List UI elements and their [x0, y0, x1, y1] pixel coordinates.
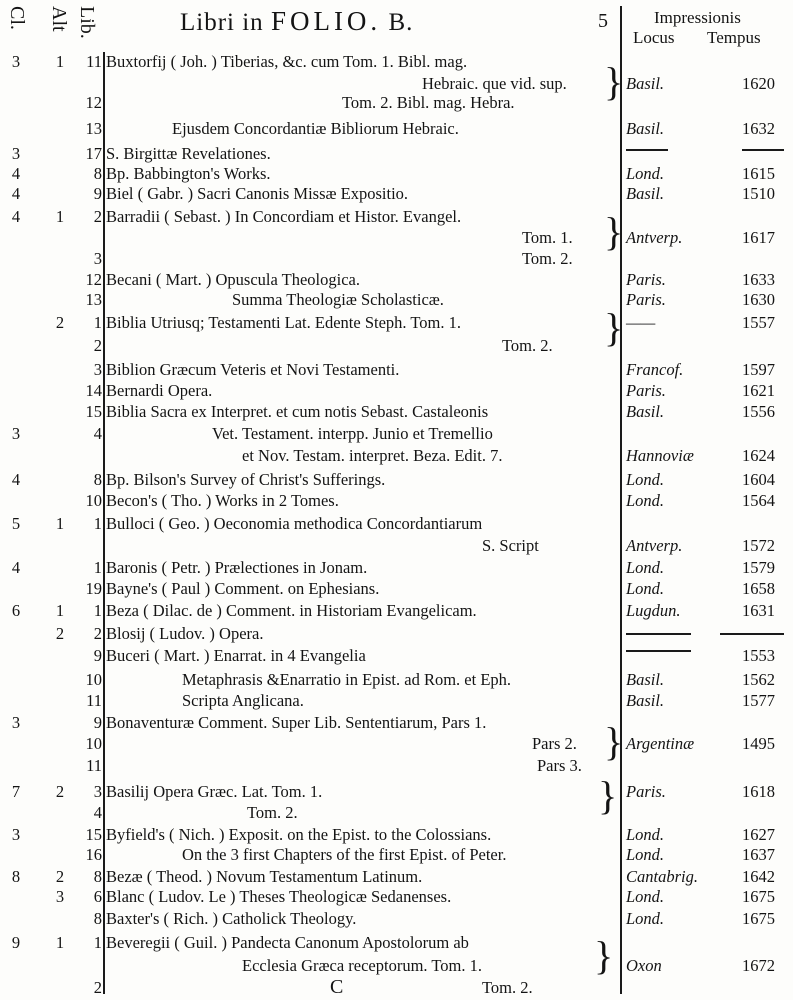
imprint-place: Basil. [626, 670, 665, 689]
book-number: 13 [85, 290, 102, 309]
entry-title: Tom. 2. [247, 803, 298, 822]
class-number: 4 [11, 164, 21, 183]
entry-title: Tom. 1. [522, 228, 573, 247]
imprint-year: 1579 [742, 558, 775, 577]
catalogue-entry [0, 825, 793, 845]
imprint-place: Paris. [626, 270, 666, 289]
class-number: 4 [11, 184, 21, 203]
catalogue-entry [0, 313, 793, 333]
shelf-number: 3 [55, 887, 65, 906]
imprint-year: 1675 [742, 887, 775, 906]
page-title [180, 6, 413, 37]
catalogue-entry [0, 514, 793, 534]
catalogue-entry [0, 446, 793, 466]
book-number: 9 [93, 184, 102, 203]
entry-title: Metaphrasis &Enarratio in Epist. ad Rom. et Eph. [182, 670, 512, 689]
entry-title: Tom. 2. [502, 336, 553, 355]
entry-title: Basilij Opera Græc. Lat. Tom. 1. [106, 782, 323, 801]
imprint-year: 1632 [742, 119, 775, 138]
catalogue-entry [0, 491, 793, 511]
imprint-year: 1627 [742, 825, 775, 844]
entry-title: Bulloci ( Geo. ) Oeconomia methodica Concordantiarum [106, 514, 483, 533]
entry-title: Pars 3. [537, 756, 582, 775]
imprint-year: 1556 [742, 402, 775, 421]
entry-title: Blosij ( Ludov. ) Opera. [106, 624, 264, 643]
book-number: 13 [85, 119, 102, 138]
imprint-place: Francof. [626, 360, 684, 379]
imprint-year: 1597 [742, 360, 775, 379]
imprint-year: 1642 [742, 867, 775, 886]
catalogue-entry [0, 336, 793, 356]
book-number: 2 [93, 207, 102, 226]
book-number: 9 [93, 646, 102, 665]
catalogue-entry [0, 887, 793, 907]
title-letter: B. [381, 9, 414, 36]
entry-title: Bp. Babbington's Works. [106, 164, 271, 183]
book-number: 2 [93, 978, 102, 997]
imprint-year: 1577 [742, 691, 775, 710]
shelf-number: 1 [55, 601, 65, 620]
catalogue-entry [0, 207, 793, 227]
book-number: 6 [93, 887, 102, 906]
title-prefix: Libri in [180, 9, 271, 36]
imprint-place: Argentinæ [626, 734, 695, 753]
imprint-year: 1572 [742, 536, 775, 555]
entry-title: Bernardi Opera. [106, 381, 213, 400]
book-number: 11 [86, 756, 102, 775]
catalogue-entry [0, 249, 793, 269]
book-number: 16 [85, 845, 102, 864]
catalogue-entry [0, 402, 793, 422]
class-number: 4 [11, 207, 21, 226]
catalogue-entry [0, 74, 793, 94]
imprint-year: 1624 [742, 446, 775, 465]
locus-header: Locus [633, 28, 675, 47]
brace-mark: } [604, 209, 624, 254]
entry-title: Scripta Anglicana. [182, 691, 304, 710]
catalogue-entry [0, 558, 793, 578]
catalogue-entry [0, 144, 793, 164]
column-header-alt: Alt [48, 6, 70, 32]
imprint-year: 1631 [742, 601, 775, 620]
tempus-header: Tempus [707, 28, 761, 47]
book-number: 3 [93, 782, 102, 801]
entry-title: Summa Theologiæ Scholasticæ. [232, 290, 444, 309]
page-number: 5 [598, 10, 608, 32]
shelf-number: 1 [55, 207, 65, 226]
book-number: 2 [93, 624, 102, 643]
imprint-place: Basil. [626, 691, 665, 710]
imprint-year: 1562 [742, 670, 775, 689]
class-number: 3 [11, 713, 21, 732]
imprint-place: Lugdun. [626, 601, 681, 620]
imprint-place: Cantabrig. [626, 867, 698, 886]
book-number: 1 [93, 558, 102, 577]
entry-title: Biblia Utriusq; Testamenti Lat. Edente Steph. Tom. 1. [106, 313, 461, 332]
book-number: 10 [85, 670, 102, 689]
entry-title: Bp. Bilson's Survey of Christ's Sufferings. [106, 470, 386, 489]
imprint-place: Lond. [626, 470, 665, 489]
entry-title: Vet. Testament. interpp. Junio et Tremellio [212, 424, 493, 443]
catalogue-entry [0, 803, 793, 823]
brace-mark: } [604, 305, 624, 350]
class-number: 8 [11, 867, 21, 886]
imprint-place: Lond. [626, 825, 665, 844]
imprint-place: Lond. [626, 491, 665, 510]
book-number: 1 [93, 514, 102, 533]
imprint-place: Antverp. [626, 536, 683, 555]
entry-title: Becani ( Mart. ) Opuscula Theologica. [106, 270, 360, 289]
book-number: 19 [85, 579, 102, 598]
catalogue-entry [0, 909, 793, 929]
shelf-number: 1 [55, 933, 65, 952]
catalogue-entry [0, 713, 793, 733]
entry-title: Pars 2. [532, 734, 577, 753]
class-number: 3 [11, 424, 21, 443]
imprint-place: Lond. [626, 164, 665, 183]
imprint-place: Basil. [626, 74, 665, 93]
entry-title: Biblion Græcum Veteris et Novi Testamenti. [106, 360, 400, 379]
catalogue-entry [0, 381, 793, 401]
entry-title: Becon's ( Tho. ) Works in 2 Tomes. [106, 491, 339, 510]
catalogue-entry [0, 601, 793, 621]
catalogue-entry [0, 424, 793, 444]
imprint-year: 1630 [742, 290, 775, 309]
shelf-number: 2 [55, 867, 65, 886]
book-number: 11 [86, 52, 102, 71]
book-number: 17 [85, 144, 102, 163]
book-number: 11 [86, 691, 102, 710]
catalogue-entry [0, 228, 793, 248]
catalogue-entry [0, 624, 793, 644]
book-number: 1 [93, 313, 102, 332]
entry-title: Baronis ( Petr. ) Prælectiones in Jonam. [106, 558, 368, 577]
imprint-year: 1620 [742, 74, 775, 93]
book-number: 8 [93, 470, 102, 489]
column-header-cl: Cl. [6, 6, 28, 30]
class-number: 5 [11, 514, 21, 533]
impressionis-header: Impressionis [654, 8, 741, 27]
entry-title: Barradii ( Sebast. ) In Concordiam et Histor. Evangel. [106, 207, 462, 226]
brace-mark: } [604, 59, 624, 104]
catalogue-entry [0, 360, 793, 380]
book-number: 12 [85, 270, 102, 289]
imprint-year: 1495 [742, 734, 775, 753]
imprint-place: —— [626, 313, 656, 332]
class-number: 3 [11, 144, 21, 163]
imprint-year: 1564 [742, 491, 775, 510]
book-number: 10 [85, 491, 102, 510]
book-number: 8 [93, 909, 102, 928]
entry-title: et Nov. Testam. interpret. Beza. Edit. 7. [242, 446, 503, 465]
brace-mark: } [598, 773, 618, 818]
catalogue-entry [0, 956, 793, 976]
imprint-place: Basil. [626, 402, 665, 421]
imprint-year: 1618 [742, 782, 775, 801]
imprint-year: 1557 [742, 313, 775, 332]
class-number: 3 [11, 52, 21, 71]
catalogue-entry [0, 867, 793, 887]
imprint-year: 1615 [742, 164, 775, 183]
imprint-year: 1633 [742, 270, 775, 289]
book-number: 1 [93, 933, 102, 952]
brace-mark: } [594, 933, 614, 978]
imprint-place: Lond. [626, 579, 665, 598]
book-number: 4 [93, 803, 102, 822]
catalogue-entry [0, 470, 793, 490]
shelf-number: 2 [55, 624, 65, 643]
class-number: 4 [11, 558, 21, 577]
entry-title: Byfield's ( Nich. ) Exposit. on the Epist. to the Colossians. [106, 825, 492, 844]
catalogue-entry [0, 52, 793, 72]
entry-title: Beveregii ( Guil. ) Pandecta Canonum Apostolorum ab [106, 933, 469, 952]
catalogue-entry [0, 536, 793, 556]
book-number: 2 [93, 336, 102, 355]
column-header-lib: Lib. [76, 6, 98, 39]
book-number: 14 [85, 381, 102, 400]
imprint-year: 1604 [742, 470, 775, 489]
imprint-place: Paris. [626, 782, 666, 801]
catalogue-entry [0, 646, 793, 666]
entry-title: Biblia Sacra ex Interpret. et cum notis Sebast. Castaleonis [106, 402, 489, 421]
entry-title: Bonaventuræ Comment. Super Lib. Sententiarum, Pars 1. [106, 713, 487, 732]
imprint-year: 1510 [742, 184, 775, 203]
catalogue-entry [0, 119, 793, 139]
imprint-place: Lond. [626, 558, 665, 577]
entry-title: Ejusdem Concordantiæ Bibliorum Hebraic. [172, 119, 459, 138]
entry-title: Hebraic. que vid. sup. [422, 74, 567, 93]
entry-title: Tom. 2. [482, 978, 533, 997]
catalogue-entry [0, 184, 793, 204]
title-folio: FOLIO. [270, 6, 382, 36]
book-number: 8 [93, 164, 102, 183]
book-number: 10 [85, 734, 102, 753]
book-number: 15 [85, 402, 102, 421]
imprint-year: 1637 [742, 845, 775, 864]
imprint-place: Hannoviæ [626, 446, 694, 465]
imprint-place: Basil. [626, 119, 665, 138]
catalogue-entry [0, 756, 793, 776]
imprint-place: Lond. [626, 887, 665, 906]
catalogue-entry [0, 270, 793, 290]
brace-mark: } [604, 719, 624, 764]
shelf-number: 2 [55, 782, 65, 801]
book-number: 15 [85, 825, 102, 844]
imprint-year: 1621 [742, 381, 775, 400]
book-number: 3 [93, 360, 102, 379]
shelf-number: 2 [55, 313, 65, 332]
book-number: 12 [85, 93, 102, 112]
entry-title: Ecclesia Græca receptorum. Tom. 1. [242, 956, 482, 975]
entry-title: Buxtorfij ( Joh. ) Tiberias, &c. cum Tom. 1. Bibl. mag. [106, 52, 468, 71]
imprint-year: 1658 [742, 579, 775, 598]
catalogue-entry [0, 93, 793, 113]
entry-title: S. Birgittæ Revelationes. [106, 144, 271, 163]
imprint-place: Paris. [626, 290, 666, 309]
entry-title: Biel ( Gabr. ) Sacri Canonis Missæ Expositio. [106, 184, 409, 203]
book-number: 4 [93, 424, 102, 443]
catalogue-entry [0, 691, 793, 711]
catalogue-entry [0, 164, 793, 184]
imprint-year: 1553 [742, 646, 775, 665]
entry-title: Baxter's ( Rich. ) Catholick Theology. [106, 909, 357, 928]
imprint-place: Basil. [626, 184, 665, 203]
class-number: 7 [11, 782, 21, 801]
catalogue-entry [0, 845, 793, 865]
signature-mark: C [330, 976, 344, 998]
imprint-year: 1672 [742, 956, 775, 975]
imprint-place: Lond. [626, 845, 665, 864]
catalogue-entry [0, 670, 793, 690]
class-number: 9 [11, 933, 21, 952]
imprint-year: 1617 [742, 228, 775, 247]
imprint-place: Lond. [626, 909, 665, 928]
book-number: 9 [93, 713, 102, 732]
imprint-place: Oxon [626, 956, 662, 975]
entry-title: Blanc ( Ludov. Le ) Theses Theologicæ Sedanenses. [106, 887, 452, 906]
catalogue-entry [0, 734, 793, 754]
imprint-year: 1675 [742, 909, 775, 928]
class-number: 3 [11, 825, 21, 844]
entry-title: S. Script [482, 536, 539, 555]
entry-title: Tom. 2. [522, 249, 573, 268]
entry-title: On the 3 first Chapters of the first Epist. of Peter. [182, 845, 507, 864]
entry-title: Beza ( Dilac. de ) Comment. in Historiam Evangelicam. [106, 601, 477, 620]
entry-title: Buceri ( Mart. ) Enarrat. in 4 Evangelia [106, 646, 366, 665]
catalogue-entry [0, 978, 793, 998]
imprint-place: Paris. [626, 381, 666, 400]
shelf-number: 1 [55, 52, 65, 71]
catalogue-entry [0, 579, 793, 599]
book-number: 3 [93, 249, 102, 268]
entry-title: Bayne's ( Paul ) Comment. on Ephesians. [106, 579, 380, 598]
book-number: 8 [93, 867, 102, 886]
catalogue-entry [0, 933, 793, 953]
catalogue-entry [0, 782, 793, 802]
class-number: 6 [11, 601, 21, 620]
entry-title: Tom. 2. Bibl. mag. Hebra. [342, 93, 515, 112]
imprint-place: Antverp. [626, 228, 683, 247]
catalogue-entry [0, 290, 793, 310]
class-number: 4 [11, 470, 21, 489]
shelf-number: 1 [55, 514, 65, 533]
book-number: 1 [93, 601, 102, 620]
entry-title: Bezæ ( Theod. ) Novum Testamentum Latinum. [106, 867, 423, 886]
